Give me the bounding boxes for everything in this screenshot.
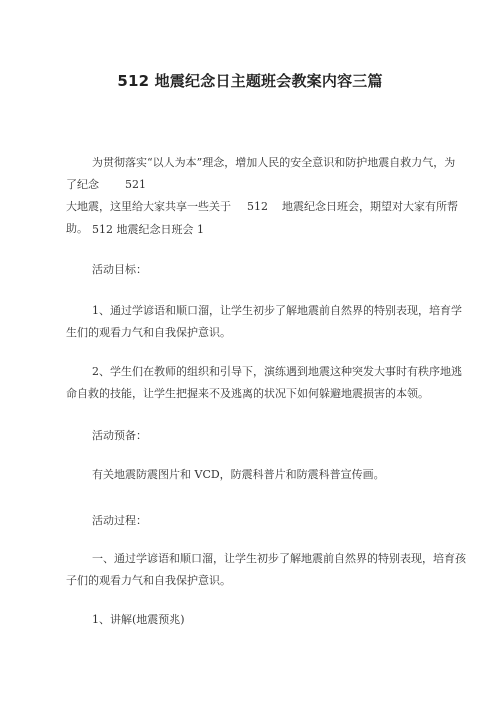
intro-year: 521 [125, 178, 146, 191]
goal-item-2: 2、学生们在教师的组织和引导下，演练遇到地震这种突发大事时有秩序地逃命自救的技能，让学生把握来不及逃离的状况下如何躲避地震损害的本领。 [66, 365, 462, 400]
goal-item-1: 1、通过学谚语和顺口溜，让学生初步了解地震前自然界的特别表现，培育学生们的观看力气和自我保护意识。 [66, 304, 462, 339]
process-item-1-1: 1、讲解(地震预兆) [92, 613, 185, 626]
prep-heading: 活动预备： [92, 429, 147, 442]
prep-text: 有关地震防震图片和 VCD，防震科普片和防震科普宣传画。 [92, 468, 385, 481]
process-item-1: 一、通过学谚语和顺口溜，让学生初步了解地震前自然界的特别表现，培育孩子们的观看力气和自我保护意识。 [66, 552, 466, 587]
goal-heading: 活动目标： [92, 263, 147, 276]
intro-date: 512 [247, 200, 268, 213]
intro-text-2: 大地震，这里给大家共享一些关于 [66, 200, 231, 213]
section-heading-1: 512 地震纪念日班会 1 [92, 223, 204, 236]
process-heading: 活动过程： [92, 514, 147, 527]
intro-text-3: 地震纪念日班会，期望对大家有所帮助。 [66, 200, 458, 235]
intro-text-1: 为贯彻落实“以人为本”理念，增加人民的安全意识和防护地震自救力气，为了纪念 [66, 156, 456, 191]
document-title: 512 地震纪念日主题班会教案内容三篇 [117, 72, 383, 90]
